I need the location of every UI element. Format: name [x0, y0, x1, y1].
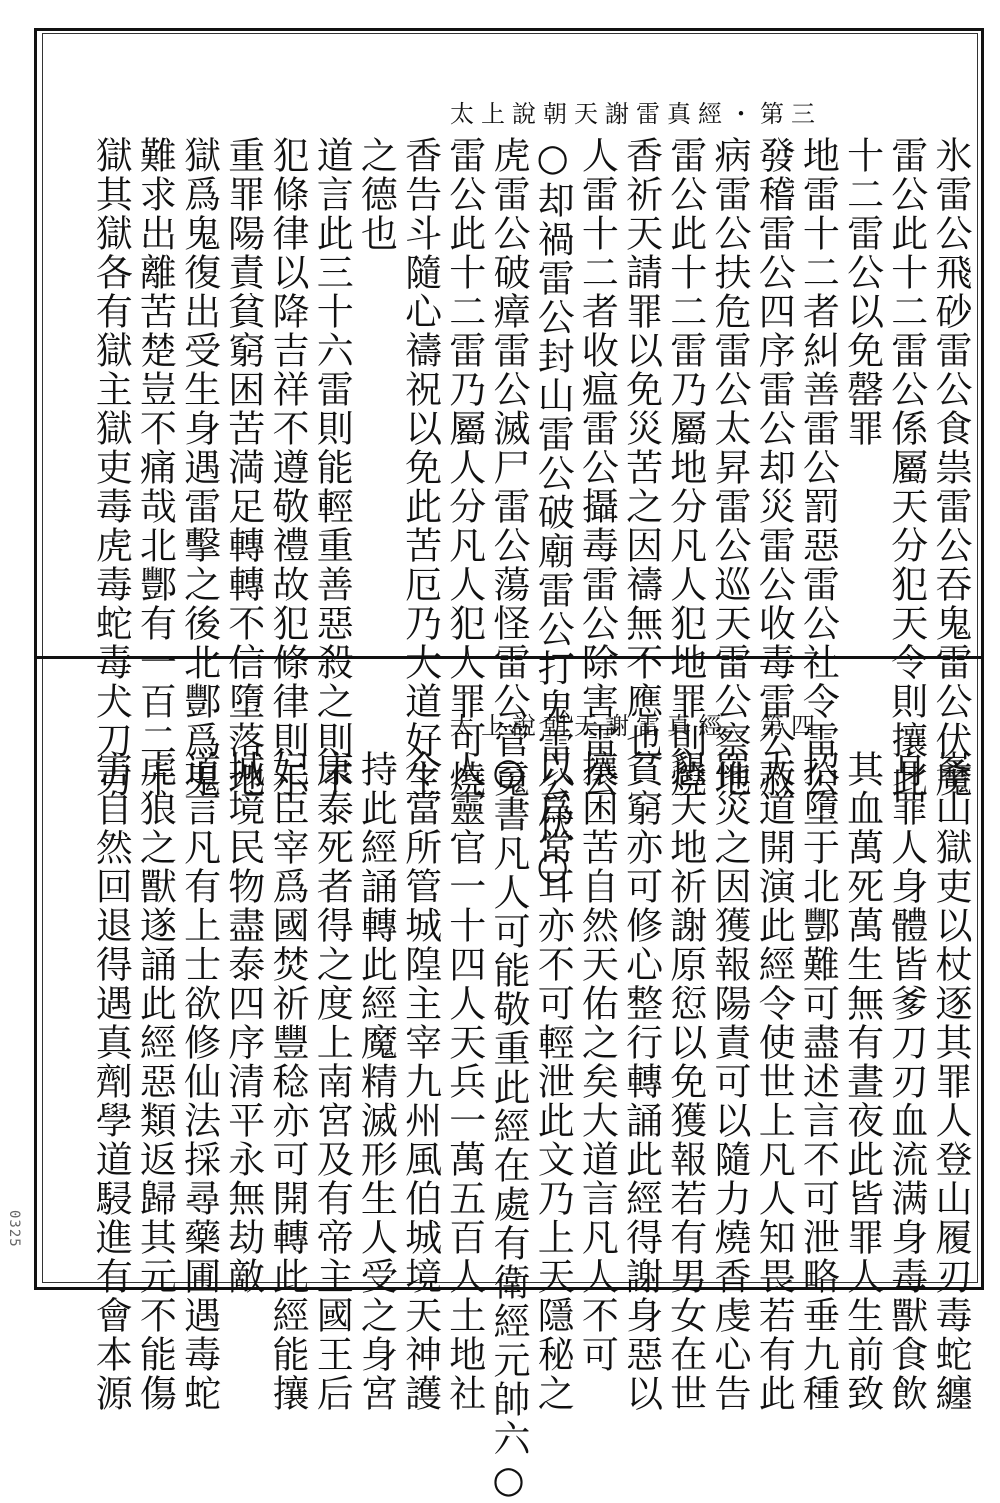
text-column: 以爲常耳亦不可輕泄此文乃上天隱秘之 [531, 750, 575, 1413]
text-column: 雷公此十二雷乃屬地分凡人犯地罪則燒 [663, 136, 707, 799]
text-column: 雷公此十二雷乃屬人分凡人犯人罪可燒 [442, 136, 486, 799]
text-column: 身罪人身體皆爹刀刃血流满身毒獸食飲 [884, 750, 928, 1413]
upper-folio-header: 太上說朝天謝雷真經・第三 [450, 100, 822, 128]
text-column: 攘困苦自然天佑之矣大道言凡人不可 [575, 750, 619, 1374]
text-column: 其血萬死萬生無有晝夜此皆罪人生前致 [840, 750, 884, 1413]
text-column: 大道開演此經令使世上凡人知畏若有此 [752, 750, 796, 1413]
lower-folio-header: 太上說朝天謝雷真經 第四 [450, 712, 822, 740]
text-column: 害自然回退得遇真劑學道駸進有會本源 [89, 750, 133, 1413]
text-column: 重罪陽責貧窮困苦満足轉轉不信墮落地 [221, 136, 265, 799]
text-column: 令當所管城隍主宰九州風伯城境天神護 [398, 750, 442, 1413]
text-column: 人雷十二者收瘟雷公攝毒雷公除害雷公 [575, 136, 619, 799]
text-column: 虎雷公破瘴雷公滅尸雷公蕩怪雷公管䰟 [487, 136, 530, 799]
text-column: 發稽雷公四序雷公却災雷公收毒雷公赦 [752, 136, 796, 799]
text-column: 人靈官一十四人天兵一萬五百人土地社 [442, 750, 486, 1413]
text-column: 獄其獄各有獄主獄吏毒虎毒蛇毒犬刀刃 [89, 136, 133, 799]
text-column: 之德也 [354, 136, 398, 253]
text-column: 香祈天請罪以免災苦之因禱無不應也 [619, 136, 663, 760]
side-page-number: 0325 [6, 1210, 22, 1248]
text-column: 虎狼之獸遂誦此經惡類返歸其元不能傷 [133, 750, 177, 1413]
text-column: 病雷公扶危雷公太昇雷公巡天雷公察地 [708, 136, 751, 799]
text-column: 峯山獄吏以杖逐其罪人登山履刃毒蛇纏 [929, 750, 972, 1413]
text-column: 雷公此十二雷公係屬天分犯天令則攘此 [884, 136, 928, 799]
text-column: 妃臣宰爲國焚祈豐稔亦可開轉此經能攘 [266, 750, 309, 1413]
text-column: 懇天地祈謝原愆以免獲報若有男女在世 [663, 750, 707, 1413]
text-column: 氷雷公飛砂雷公食祟雷公吞鬼雷公伏魔 [929, 136, 972, 799]
text-column: 難求出離苦楚豈不痛哉北酆有一百二十 [133, 136, 177, 799]
text-column: 獄爲鬼復出受生身遇雷擊之後北酆爲鬼 [177, 136, 221, 799]
text-column: 犯條律以降吉祥不遵敬禮故犯條律則示 [266, 136, 309, 799]
text-column: ○書凡人可能敬重此經在處有衛經元帥六○ [487, 750, 530, 1503]
text-column: 持此經誦轉此經魔精滅形生人受之身宮 [354, 750, 398, 1413]
text-column: 香告斗隨心禱祝以免此苦厄乃大道好生 [398, 136, 442, 799]
text-column: 罹災之因獲報陽責可以隨力燒香虔心告 [708, 750, 751, 1413]
text-column: 貧窮亦可修心整行轉誦此經得謝身惡以 [619, 750, 663, 1413]
text-column: 十二雷公以免罄罪 [840, 136, 884, 448]
text-column: ○却禍雷公封山雷公破廟雷公打鬼雷公伏○ [531, 136, 575, 889]
text-column: 道言凡有上士欲修仙法採尋藥圃遇毒蛇 [177, 750, 221, 1413]
text-column: 康泰死者得之度上南宮及有帝主國王后 [310, 750, 354, 1413]
text-column: 地雷十二者糾善雷公罰惡雷公社令雷公 [796, 136, 840, 799]
lower-folio [40, 662, 980, 1503]
text-column: 招墮于北酆難可盡述言不可泄略垂九種 [796, 750, 840, 1413]
text-column: 道言此三十六雷則能輕重善惡殺之則不 [310, 136, 354, 799]
text-column: 城境民物盡泰四序清平永無劫敵 [221, 750, 265, 1296]
